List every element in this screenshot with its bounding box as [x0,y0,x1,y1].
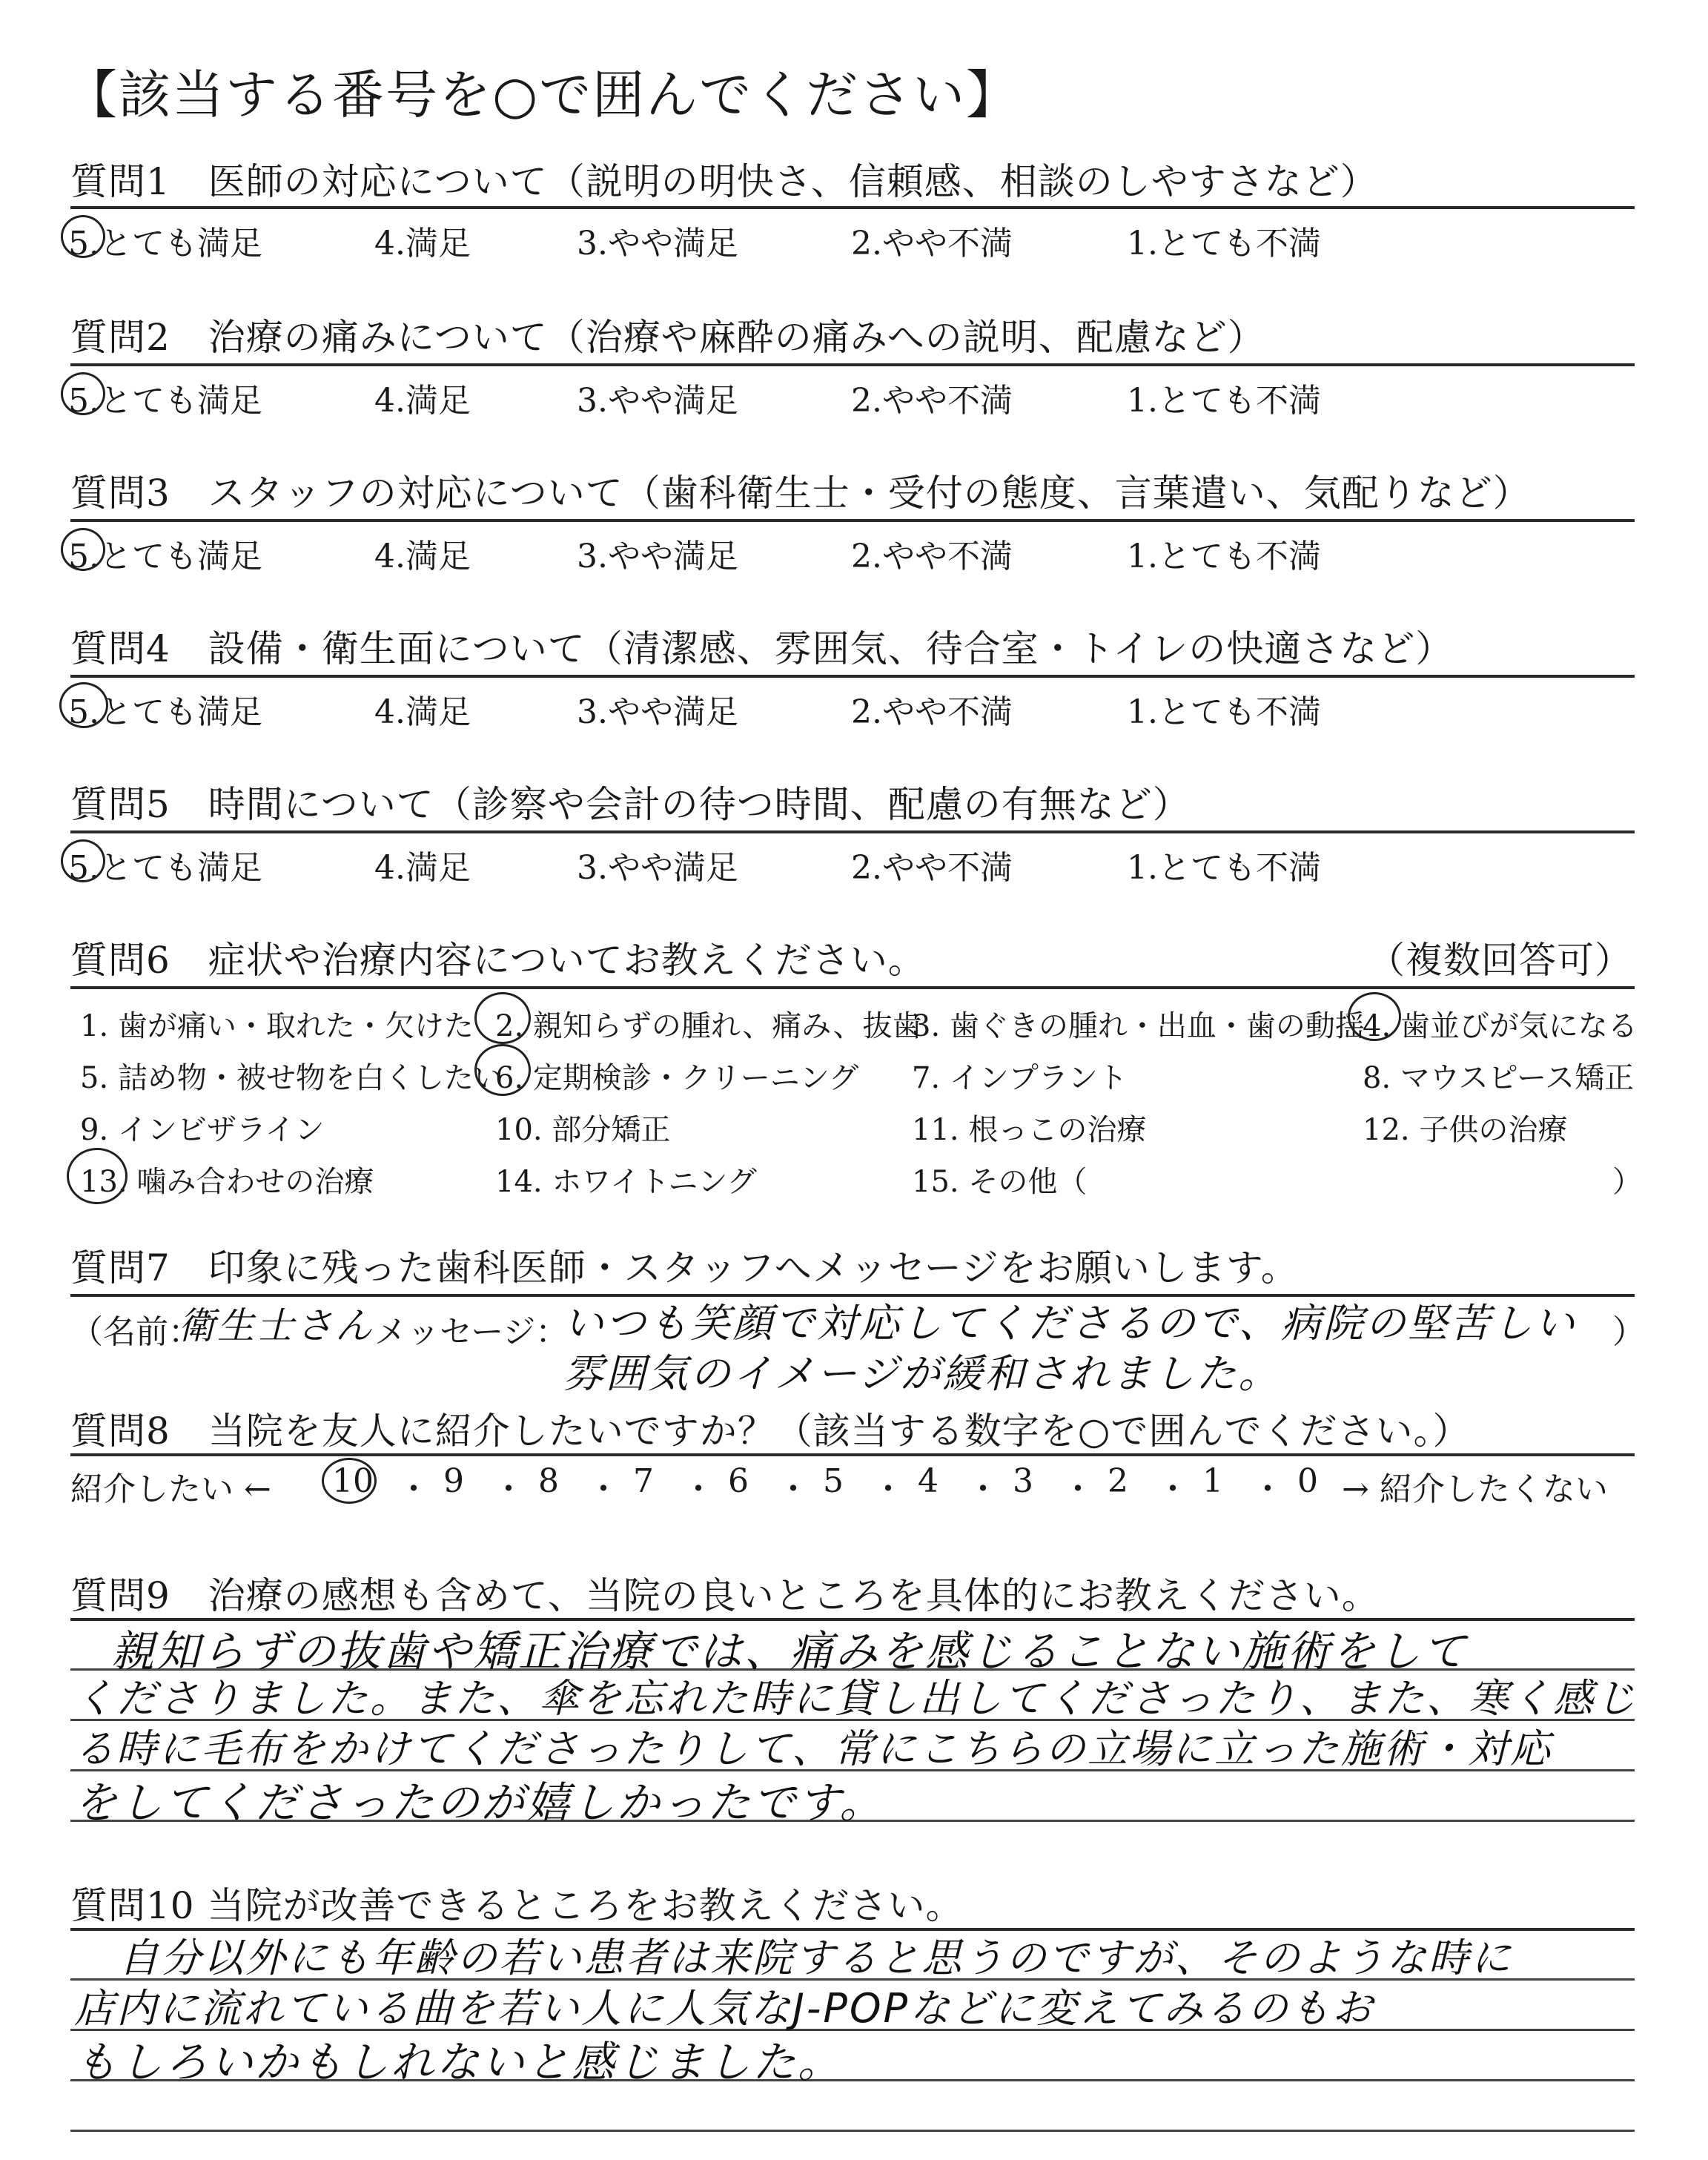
q8-dot: ・ [1251,1470,1284,1508]
q2-heading: 質問2 治療の痛みについて（治療や麻酔の痛みへの説明、配慮など） [70,316,1265,359]
q8-dot: ・ [682,1470,715,1508]
q8-scale-9[interactable]: 9 [443,1462,464,1500]
q7-heading: 質問7 印象に残った歯科医師・スタッフへメッセージをお願いします。 [70,1246,1299,1289]
q8-scale-1[interactable]: 1 [1202,1462,1223,1500]
q5-option-5[interactable]: 5.とても満足 [68,849,262,887]
q8-heading: 質問8 当院を友人に紹介したいですか？（該当する数字を○で囲んでください。） [70,1410,1471,1453]
q4-option-2[interactable]: 2.やや不満 [851,693,1013,731]
q7-message-line-2[interactable]: 雰囲気のイメージが緩和されました。 [563,1350,1281,1397]
q6-item-4[interactable]: 4. 歯並びが気になる [1363,1009,1638,1043]
q9-heading: 質問9 治療の感想も含めて、当院の良いところを具体的にお教えください。 [70,1574,1380,1617]
q10-rule-5 [70,2130,1635,2132]
q7-close-paren: ） [1612,1313,1645,1351]
q5-selection-circle [61,839,105,882]
q6-heading: 質問6 症状や治療内容についてお教えください。 [70,939,926,982]
q6-item-7[interactable]: 7. インプラント [912,1061,1128,1095]
q4-option-1[interactable]: 1.とても不満 [1127,693,1321,731]
q8-scale-4[interactable]: 4 [918,1462,939,1500]
q3-heading: 質問3 スタッフの対応について（歯科衛生士・受付の態度、言葉遣い、気配りなど） [70,472,1531,515]
q8-right-label: → 紹介したくない [1342,1470,1608,1508]
q5-option-2[interactable]: 2.やや不満 [851,849,1013,887]
q6-item-11[interactable]: 11. 根っこの治療 [912,1113,1147,1147]
q6-circle-4 [1348,992,1401,1041]
q7-name-label: （名前： [70,1313,201,1351]
q1-option-1[interactable]: 1.とても不満 [1127,225,1321,262]
q8-scale-2[interactable]: 2 [1108,1462,1128,1500]
q1-heading: 質問1 医師の対応について（説明の明快さ、信頼感、相談のしやすさなど） [70,160,1378,203]
q8-dot: ・ [587,1470,620,1508]
q8-selection-circle [322,1458,377,1504]
q8-scale-5[interactable]: 5 [823,1462,844,1500]
q5-option-3[interactable]: 3.やや満足 [577,849,738,887]
q2-option-2[interactable]: 2.やや不満 [851,382,1013,420]
q8-dot: ・ [397,1470,430,1508]
q4-option-3[interactable]: 3.やや満足 [577,693,738,731]
q8-scale-0[interactable]: 0 [1297,1462,1318,1500]
q3-selection-circle [61,528,105,571]
q3-option-5[interactable]: 5.とても満足 [68,538,262,575]
q8-rule [70,1453,1635,1456]
q10-answer-line-3[interactable]: もしろいかもしれないと感じました。 [74,2037,844,2087]
q9-answer-line-3[interactable]: る時に毛布をかけてくださったりして、常にこちらの立場に立った施術・対応 [74,1725,1552,1772]
q6-item-5[interactable]: 5. 詰め物・被せ物を白くしたい [80,1061,503,1095]
q3-option-1[interactable]: 1.とても不満 [1127,538,1321,575]
q7-message-line-1[interactable]: いつも笑顔で対応してくださるので、病院の堅苦しい [563,1300,1577,1347]
q8-dot: ・ [967,1470,999,1508]
page-title: 【該当する番号を○で囲んでください】 [65,65,1020,125]
q3-option-2[interactable]: 2.やや不満 [851,538,1013,575]
q6-item-15[interactable]: 15. その他（ [912,1165,1088,1199]
q3-option-3[interactable]: 3.やや満足 [577,538,738,575]
q1-option-3[interactable]: 3.やや満足 [577,225,738,262]
q2-option-3[interactable]: 3.やや満足 [577,382,738,420]
q1-selection-circle [61,215,105,258]
q4-rule [70,675,1635,678]
q8-dot: ・ [1062,1470,1094,1508]
q5-heading: 質問5 時間について（診察や会計の待つ時間、配慮の有無など） [70,783,1191,826]
q2-selection-circle [61,372,105,415]
q2-option-5[interactable]: 5.とても満足 [68,382,262,420]
q2-rule [70,363,1635,366]
q8-scale-10[interactable]: 10 [332,1462,374,1500]
q6-circle-6 [474,1044,531,1096]
q6-item-13[interactable]: 13. 噛み合わせの治療 [80,1165,374,1199]
q5-option-4[interactable]: 4.満足 [374,849,471,887]
q8-scale-8[interactable]: 8 [538,1462,559,1500]
q8-scale-7[interactable]: 7 [633,1462,654,1500]
q9-answer-line-2[interactable]: くださりました。また、傘を忘れた時に貸し出してくださったり、また、寒く感じ [74,1675,1638,1722]
q1-option-5[interactable]: 5.とても満足 [68,225,262,262]
q3-rule [70,519,1635,522]
q6-note: （複数回答可） [1368,939,1632,982]
q1-option-2[interactable]: 2.やや不満 [851,225,1013,262]
q6-circle-2 [474,992,531,1044]
q6-item-8[interactable]: 8. マウスピース矯正 [1363,1061,1635,1095]
q6-item-2[interactable]: 2. 親知らずの腫れ、痛み、抜歯 [495,1009,922,1043]
q9-answer-line-4[interactable]: をしてくださったのが嬉しかったです。 [74,1777,885,1828]
q5-option-1[interactable]: 1.とても不満 [1127,849,1321,887]
q9-answer-line-1[interactable]: 親知らずの抜歯や矯正治療では、痛みを感じることない施術をして [111,1626,1469,1677]
q6-item-6[interactable]: 6. 定期検診・クリーニング [495,1061,859,1095]
q6-circle-13 [67,1148,128,1204]
q8-left-label: 紹介したい ← [70,1470,271,1508]
q7-message-label: メッセージ： [374,1313,569,1351]
q4-heading: 質問4 設備・衛生面について（清潔感、雰囲気、待合室・トイレの快適さなど） [70,627,1454,670]
q8-dot: ・ [872,1470,904,1508]
q8-dot: ・ [777,1470,810,1508]
q6-item-9[interactable]: 9. インビザライン [80,1113,325,1147]
q8-scale-6[interactable]: 6 [728,1462,749,1500]
q8-dot: ・ [492,1470,525,1508]
q6-rule [70,986,1635,989]
q6-item-3[interactable]: 3. 歯ぐきの腫れ・出血・歯の動揺 [912,1009,1365,1043]
q6-item-15-close: ） [1612,1165,1642,1199]
q1-option-4[interactable]: 4.満足 [374,225,471,262]
q5-rule [70,830,1635,833]
q6-item-1[interactable]: 1. 歯が痛い・取れた・欠けた [80,1009,474,1043]
q6-item-10[interactable]: 10. 部分矯正 [495,1113,671,1147]
q4-selection-circle [59,682,108,728]
q10-heading: 質問10 当院が改善できるところをお教えください。 [70,1884,964,1927]
q2-option-4[interactable]: 4.満足 [374,382,471,420]
q10-answer-line-1[interactable]: 自分以外にも年齢の若い患者は来院すると思うのですが、そのような時に [119,1935,1513,1981]
q8-scale-3[interactable]: 3 [1013,1462,1033,1500]
q7-name-value[interactable]: 衛生士さん [178,1304,374,1347]
q10-answer-line-2[interactable]: 店内に流れている曲を若い人に人気なJ-POPなどに変えてみるのもお [74,1985,1375,2032]
q4-option-5[interactable]: 5.とても満足 [68,693,262,731]
q2-option-1[interactable]: 1.とても不満 [1127,382,1321,420]
q4-option-4[interactable]: 4.満足 [374,693,471,731]
q3-option-4[interactable]: 4.満足 [374,538,471,575]
q6-item-12[interactable]: 12. 子供の治療 [1363,1113,1568,1147]
q6-item-14[interactable]: 14. ホワイトニング [495,1165,757,1199]
q8-dot: ・ [1156,1470,1189,1508]
q1-rule [70,206,1635,209]
